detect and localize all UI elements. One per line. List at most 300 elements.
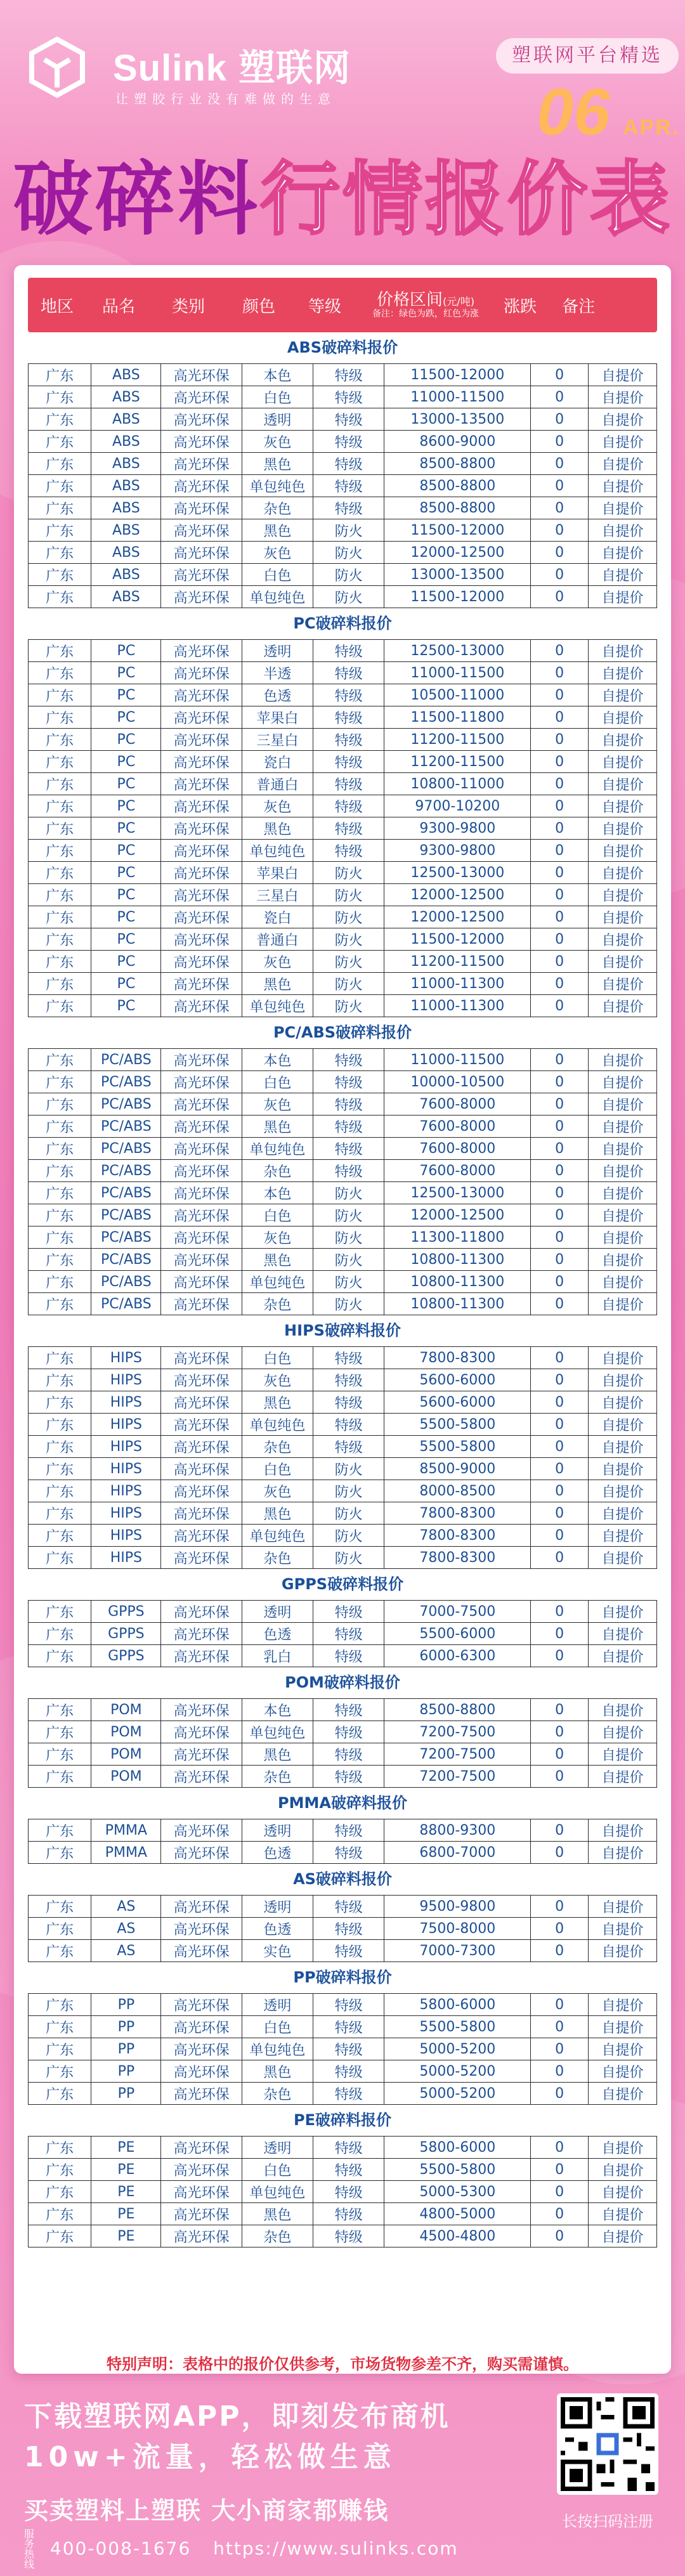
table-cell: 7600-8000 bbox=[384, 1160, 531, 1182]
table-cell: 0 bbox=[531, 817, 589, 840]
table-cell: 9500-9800 bbox=[384, 1896, 531, 1918]
table-cell: AS bbox=[91, 1940, 161, 1962]
table-cell: 广东 bbox=[29, 2159, 91, 2181]
table-cell: 自提价 bbox=[589, 1994, 657, 2016]
table-cell: 特级 bbox=[313, 1842, 384, 1864]
table-cell: 自提价 bbox=[589, 1918, 657, 1940]
table-cell: PP bbox=[91, 2016, 161, 2038]
table-cell: 单包纯色 bbox=[242, 1525, 313, 1547]
table-row bbox=[29, 1249, 657, 1271]
hotline-number[interactable]: 400-008-1676 bbox=[49, 2538, 192, 2559]
table-cell: 自提价 bbox=[589, 729, 657, 751]
table-cell: 0 bbox=[531, 1458, 589, 1480]
table-row bbox=[29, 1645, 657, 1667]
price-table bbox=[28, 363, 657, 608]
table-cell: 单包纯色 bbox=[242, 840, 313, 862]
table-cell: 广东 bbox=[29, 1601, 91, 1623]
table-cell: 高光环保 bbox=[161, 1766, 242, 1788]
table-cell: 防火 bbox=[313, 906, 384, 928]
table-cell: 13000-13500 bbox=[384, 564, 531, 586]
table-row bbox=[29, 386, 657, 408]
table-cell: 0 bbox=[531, 1766, 589, 1788]
table-cell: 广东 bbox=[29, 751, 91, 773]
table-cell: 广东 bbox=[29, 973, 91, 995]
table-cell: ABS bbox=[91, 519, 161, 542]
table-cell: 高光环保 bbox=[161, 751, 242, 773]
table-row bbox=[29, 2181, 657, 2203]
table-cell: 0 bbox=[531, 408, 589, 431]
table-cell: 白色 bbox=[242, 1458, 313, 1480]
table-row bbox=[29, 1721, 657, 1743]
table-cell: 0 bbox=[531, 542, 589, 564]
table-cell: 高光环保 bbox=[161, 684, 242, 706]
table-cell: 0 bbox=[531, 1940, 589, 1962]
table-cell: 广东 bbox=[29, 640, 91, 662]
table-cell: 广东 bbox=[29, 684, 91, 706]
table-cell: PC/ABS bbox=[91, 1249, 161, 1271]
table-cell: 0 bbox=[531, 431, 589, 453]
section-title: PP破碎料报价 bbox=[293, 1968, 392, 1986]
table-cell: PC bbox=[91, 840, 161, 862]
table-cell: 单包纯色 bbox=[242, 1721, 313, 1743]
table-cell: 特级 bbox=[313, 773, 384, 795]
table-cell: 0 bbox=[531, 2203, 589, 2225]
table-row bbox=[29, 1391, 657, 1414]
table-cell: 广东 bbox=[29, 1502, 91, 1525]
title-part1: 破碎料 bbox=[13, 153, 260, 246]
table-cell: 三星白 bbox=[242, 729, 313, 751]
price-note: 备注：绿色为跌，红色为涨 bbox=[372, 308, 479, 319]
table-cell: 自提价 bbox=[589, 1138, 657, 1160]
table-cell: 高光环保 bbox=[161, 1502, 242, 1525]
website-link[interactable]: https://www.sulinks.com bbox=[213, 2538, 459, 2559]
table-cell: 灰色 bbox=[242, 1226, 313, 1249]
price-table bbox=[28, 1993, 657, 2105]
table-cell: 11200-11500 bbox=[384, 951, 531, 973]
table-cell: 0 bbox=[531, 640, 589, 662]
table-cell: 广东 bbox=[29, 817, 91, 840]
table-cell: 自提价 bbox=[589, 640, 657, 662]
table-cell: 自提价 bbox=[589, 1160, 657, 1182]
table-cell: 5800-6000 bbox=[384, 2137, 531, 2159]
table-cell: 11500-12000 bbox=[384, 928, 531, 951]
table-row bbox=[29, 364, 657, 386]
table-cell: 9300-9800 bbox=[384, 840, 531, 862]
table-cell: 半透 bbox=[242, 662, 313, 684]
table-cell: 自提价 bbox=[589, 2137, 657, 2159]
table-row bbox=[29, 2225, 657, 2247]
col-price bbox=[358, 278, 493, 332]
table-cell: 特级 bbox=[313, 1138, 384, 1160]
table-cell: 高光环保 bbox=[161, 995, 242, 1017]
table-row bbox=[29, 1293, 657, 1315]
table-cell: 11500-12000 bbox=[384, 519, 531, 542]
table-cell: PC/ABS bbox=[91, 1160, 161, 1182]
table-row bbox=[29, 951, 657, 973]
table-cell: POM bbox=[91, 1721, 161, 1743]
table-cell: 12500-13000 bbox=[384, 640, 531, 662]
table-cell: 0 bbox=[531, 1116, 589, 1138]
table-cell: HIPS bbox=[91, 1458, 161, 1480]
table-cell: 高光环保 bbox=[161, 928, 242, 951]
table-cell: 广东 bbox=[29, 542, 91, 564]
table-cell: 8500-8800 bbox=[384, 1699, 531, 1721]
table-cell: 自提价 bbox=[589, 586, 657, 608]
col-region: 地区 bbox=[40, 297, 74, 316]
table-cell: HIPS bbox=[91, 1369, 161, 1391]
table-cell: 特级 bbox=[313, 640, 384, 662]
section-title: AS破碎料报价 bbox=[293, 1870, 392, 1888]
table-row bbox=[29, 1049, 657, 1071]
table-cell: 高光环保 bbox=[161, 1436, 242, 1458]
table-cell: 0 bbox=[531, 1743, 589, 1766]
table-cell: 广东 bbox=[29, 1819, 91, 1842]
table-cell: 自提价 bbox=[589, 862, 657, 884]
table-cell: 广东 bbox=[29, 2225, 91, 2247]
table-cell: 自提价 bbox=[589, 1182, 657, 1204]
table-cell: 灰色 bbox=[242, 1093, 313, 1116]
table-cell: 高光环保 bbox=[161, 1204, 242, 1226]
table-cell: 高光环保 bbox=[161, 1994, 242, 2016]
table-row bbox=[29, 564, 657, 586]
table-cell: 灰色 bbox=[242, 795, 313, 817]
table-cell: 高光环保 bbox=[161, 973, 242, 995]
table-cell: PC bbox=[91, 795, 161, 817]
table-row bbox=[29, 1918, 657, 1940]
table-cell: 灰色 bbox=[242, 1480, 313, 1502]
table-cell: 广东 bbox=[29, 1766, 91, 1788]
table-cell: ABS bbox=[91, 386, 161, 408]
table-cell: 广东 bbox=[29, 1918, 91, 1940]
table-cell: 12000-12500 bbox=[384, 542, 531, 564]
table-cell: 色透 bbox=[242, 1918, 313, 1940]
table-cell: 0 bbox=[531, 995, 589, 1017]
table-row bbox=[29, 2016, 657, 2038]
table-cell: 防火 bbox=[313, 586, 384, 608]
table-cell: 特级 bbox=[313, 1116, 384, 1138]
table-cell: 自提价 bbox=[589, 1093, 657, 1116]
table-cell: 广东 bbox=[29, 1623, 91, 1645]
table-cell: 广东 bbox=[29, 475, 91, 497]
table-cell: 黑色 bbox=[242, 1249, 313, 1271]
table-cell: 广东 bbox=[29, 862, 91, 884]
table-cell: 自提价 bbox=[589, 951, 657, 973]
table-cell: 黑色 bbox=[242, 973, 313, 995]
table-cell: 0 bbox=[531, 1249, 589, 1271]
table-cell: 透明 bbox=[242, 408, 313, 431]
table-cell: PC/ABS bbox=[91, 1071, 161, 1093]
table-cell: 11500-12000 bbox=[384, 364, 531, 386]
table-cell: PC/ABS bbox=[91, 1116, 161, 1138]
table-cell: 广东 bbox=[29, 586, 91, 608]
table-cell: 防火 bbox=[313, 951, 384, 973]
table-cell: 广东 bbox=[29, 1226, 91, 1249]
qr-label: 长按扫码注册 bbox=[562, 2513, 653, 2530]
date-day: 06 bbox=[537, 75, 610, 149]
table-cell: 8500-9000 bbox=[384, 1458, 531, 1480]
table-cell: 透明 bbox=[242, 640, 313, 662]
table-cell: 特级 bbox=[313, 1414, 384, 1436]
table-row bbox=[29, 862, 657, 884]
table-cell: 杂色 bbox=[242, 1766, 313, 1788]
table-row bbox=[29, 2159, 657, 2181]
table-cell: 普通白 bbox=[242, 928, 313, 951]
table-cell: 8600-9000 bbox=[384, 431, 531, 453]
table-cell: 7200-7500 bbox=[384, 1766, 531, 1788]
table-cell: 透明 bbox=[242, 1994, 313, 2016]
table-cell: 广东 bbox=[29, 2060, 91, 2083]
table-cell: 单包纯色 bbox=[242, 1138, 313, 1160]
table-cell: 5500-5800 bbox=[384, 2159, 531, 2181]
price-table bbox=[28, 1346, 657, 1569]
table-cell: 高光环保 bbox=[161, 475, 242, 497]
table-cell: PC bbox=[91, 817, 161, 840]
table-cell: 高光环保 bbox=[161, 2159, 242, 2181]
table-cell: ABS bbox=[91, 586, 161, 608]
table-cell: PP bbox=[91, 2060, 161, 2083]
table-cell: 高光环保 bbox=[161, 542, 242, 564]
section-title: PMMA破碎料报价 bbox=[278, 1794, 407, 1812]
table-cell: 广东 bbox=[29, 1721, 91, 1743]
table-cell: 高光环保 bbox=[161, 640, 242, 662]
table-cell: 防火 bbox=[313, 1525, 384, 1547]
table-cell: 高光环保 bbox=[161, 2038, 242, 2060]
table-row bbox=[29, 640, 657, 662]
table-cell: 灰色 bbox=[242, 951, 313, 973]
table-row bbox=[29, 1525, 657, 1547]
table-row bbox=[29, 1819, 657, 1842]
footer-line3: 买卖塑料上塑联 大小商家都赚钱 bbox=[24, 2497, 389, 2525]
table-cell: 高光环保 bbox=[161, 2225, 242, 2247]
table-cell: 自提价 bbox=[589, 906, 657, 928]
table-cell: 自提价 bbox=[589, 364, 657, 386]
table-cell: 0 bbox=[531, 1480, 589, 1502]
table-cell: 特级 bbox=[313, 1699, 384, 1721]
table-cell: 特级 bbox=[313, 795, 384, 817]
table-cell: 防火 bbox=[313, 1182, 384, 1204]
table-cell: 高光环保 bbox=[161, 586, 242, 608]
table-row bbox=[29, 729, 657, 751]
table-cell: 杂色 bbox=[242, 1436, 313, 1458]
table-cell: 广东 bbox=[29, 453, 91, 475]
table-cell: 白色 bbox=[242, 1204, 313, 1226]
table-cell: PC/ABS bbox=[91, 1293, 161, 1315]
table-cell: 0 bbox=[531, 1525, 589, 1547]
table-cell: 0 bbox=[531, 2060, 589, 2083]
table-cell: 本色 bbox=[242, 1699, 313, 1721]
table-cell: 自提价 bbox=[589, 1645, 657, 1667]
table-cell: 高光环保 bbox=[161, 564, 242, 586]
table-cell: 12500-13000 bbox=[384, 862, 531, 884]
table-cell: HIPS bbox=[91, 1480, 161, 1502]
table-cell: 广东 bbox=[29, 1525, 91, 1547]
table-row bbox=[29, 1896, 657, 1918]
table-cell: 7000-7300 bbox=[384, 1940, 531, 1962]
table-cell: 11300-11800 bbox=[384, 1226, 531, 1249]
table-cell: 高光环保 bbox=[161, 364, 242, 386]
table-cell: 自提价 bbox=[589, 1525, 657, 1547]
table-cell: 高光环保 bbox=[161, 1842, 242, 1864]
table-cell: 自提价 bbox=[589, 542, 657, 564]
table-cell: 0 bbox=[531, 973, 589, 995]
table-cell: 0 bbox=[531, 1502, 589, 1525]
table-cell: 0 bbox=[531, 2137, 589, 2159]
table-cell: 10000-10500 bbox=[384, 1071, 531, 1093]
table-row bbox=[29, 1601, 657, 1623]
table-row bbox=[29, 1994, 657, 2016]
table-cell: 杂色 bbox=[242, 1547, 313, 1569]
brand-cn: 塑联网 bbox=[238, 48, 351, 89]
table-row bbox=[29, 1414, 657, 1436]
table-cell: 高光环保 bbox=[161, 1743, 242, 1766]
table-cell: 0 bbox=[531, 684, 589, 706]
table-cell: 0 bbox=[531, 928, 589, 951]
table-row bbox=[29, 2060, 657, 2083]
table-cell: 高光环保 bbox=[161, 1896, 242, 1918]
table-cell: HIPS bbox=[91, 1502, 161, 1525]
table-cell: 高光环保 bbox=[161, 1414, 242, 1436]
price-table bbox=[28, 639, 657, 1017]
table-cell: 广东 bbox=[29, 408, 91, 431]
table-cell: 广东 bbox=[29, 1896, 91, 1918]
table-cell: 高光环保 bbox=[161, 1369, 242, 1391]
table-cell: 单包纯色 bbox=[242, 1414, 313, 1436]
table-cell: 白色 bbox=[242, 2016, 313, 2038]
table-row bbox=[29, 995, 657, 1017]
table-cell: 本色 bbox=[242, 1049, 313, 1071]
table-cell: 广东 bbox=[29, 1049, 91, 1071]
qr-code-icon[interactable] bbox=[557, 2393, 658, 2495]
table-cell: 黑色 bbox=[242, 2060, 313, 2083]
table-cell: 灰色 bbox=[242, 542, 313, 564]
table-cell: 自提价 bbox=[589, 2083, 657, 2105]
table-cell: 高光环保 bbox=[161, 662, 242, 684]
table-cell: PC/ABS bbox=[91, 1138, 161, 1160]
table-cell: 本色 bbox=[242, 364, 313, 386]
table-cell: 自提价 bbox=[589, 1249, 657, 1271]
table-cell: 广东 bbox=[29, 1347, 91, 1369]
table-cell: 广东 bbox=[29, 1293, 91, 1315]
table-cell: PC bbox=[91, 729, 161, 751]
table-cell: 5800-6000 bbox=[384, 1994, 531, 2016]
table-cell: 高光环保 bbox=[161, 1160, 242, 1182]
table-cell: PC bbox=[91, 884, 161, 906]
table-row bbox=[29, 1226, 657, 1249]
page-title bbox=[0, 136, 685, 250]
section-title: PE破碎料报价 bbox=[294, 2111, 391, 2129]
table-cell: 自提价 bbox=[589, 773, 657, 795]
table-cell: 防火 bbox=[313, 564, 384, 586]
table-cell: 0 bbox=[531, 497, 589, 519]
brand-slogan: 让塑胶行业没有难做的生意 bbox=[115, 91, 336, 107]
table-row bbox=[29, 928, 657, 951]
table-cell: 广东 bbox=[29, 1369, 91, 1391]
table-cell: 自提价 bbox=[589, 817, 657, 840]
table-header bbox=[28, 278, 657, 332]
table-cell: PC bbox=[91, 862, 161, 884]
table-cell: 自提价 bbox=[589, 751, 657, 773]
table-cell: 0 bbox=[531, 2038, 589, 2060]
table-cell: 自提价 bbox=[589, 928, 657, 951]
table-cell: 12500-13000 bbox=[384, 1182, 531, 1204]
table-cell: 广东 bbox=[29, 1160, 91, 1182]
table-cell: 广东 bbox=[29, 2137, 91, 2159]
col-remark: 备注 bbox=[561, 297, 595, 316]
table-cell: 广东 bbox=[29, 1414, 91, 1436]
table-cell: PC/ABS bbox=[91, 1182, 161, 1204]
price-table bbox=[28, 1698, 657, 1788]
table-cell: 0 bbox=[531, 1601, 589, 1623]
table-row bbox=[29, 1480, 657, 1502]
table-cell: 防火 bbox=[313, 519, 384, 542]
table-cell: 0 bbox=[531, 2225, 589, 2247]
table-cell: 0 bbox=[531, 1699, 589, 1721]
table-cell: 高光环保 bbox=[161, 431, 242, 453]
table-cell: 5000-5200 bbox=[384, 2060, 531, 2083]
table-cell: PE bbox=[91, 2181, 161, 2203]
table-cell: PC bbox=[91, 906, 161, 928]
table-cell: 11000-11500 bbox=[384, 662, 531, 684]
table-cell: 单包纯色 bbox=[242, 475, 313, 497]
table-row bbox=[29, 1116, 657, 1138]
table-cell: 广东 bbox=[29, 519, 91, 542]
table-cell: 广东 bbox=[29, 1994, 91, 2016]
table-cell: 特级 bbox=[313, 2203, 384, 2225]
table-cell: 广东 bbox=[29, 773, 91, 795]
table-cell: 广东 bbox=[29, 951, 91, 973]
table-cell: 防火 bbox=[313, 1502, 384, 1525]
table-cell: ABS bbox=[91, 542, 161, 564]
table-cell: 特级 bbox=[313, 2137, 384, 2159]
table-cell: HIPS bbox=[91, 1525, 161, 1547]
table-cell: 防火 bbox=[313, 995, 384, 1017]
table-cell: 0 bbox=[531, 1347, 589, 1369]
table-cell: 0 bbox=[531, 1645, 589, 1667]
table-row bbox=[29, 1271, 657, 1293]
table-cell: 5000-5300 bbox=[384, 2181, 531, 2203]
table-cell: 高光环保 bbox=[161, 1918, 242, 1940]
table-cell: 杂色 bbox=[242, 2083, 313, 2105]
table-cell: 自提价 bbox=[589, 1721, 657, 1743]
table-cell: 4800-5000 bbox=[384, 2203, 531, 2225]
table-cell: 0 bbox=[531, 1138, 589, 1160]
table-cell: 高光环保 bbox=[161, 2016, 242, 2038]
table-cell: 特级 bbox=[313, 364, 384, 386]
table-cell: 0 bbox=[531, 1918, 589, 1940]
table-cell: 自提价 bbox=[589, 497, 657, 519]
table-cell: 自提价 bbox=[589, 1766, 657, 1788]
table-cell: 特级 bbox=[313, 497, 384, 519]
table-cell: 黑色 bbox=[242, 453, 313, 475]
table-row bbox=[29, 1071, 657, 1093]
brand-en: Sulink bbox=[113, 48, 228, 89]
table-cell: 自提价 bbox=[589, 973, 657, 995]
table-cell: 广东 bbox=[29, 1480, 91, 1502]
table-cell: 0 bbox=[531, 1369, 589, 1391]
table-cell: 广东 bbox=[29, 1743, 91, 1766]
table-cell: 0 bbox=[531, 1204, 589, 1226]
table-row bbox=[29, 1699, 657, 1721]
table-cell: 广东 bbox=[29, 1436, 91, 1458]
table-cell: 防火 bbox=[313, 1226, 384, 1249]
price-table bbox=[28, 1895, 657, 1962]
table-cell: 乳白 bbox=[242, 1645, 313, 1667]
table-cell: 0 bbox=[531, 662, 589, 684]
table-cell: 0 bbox=[531, 706, 589, 729]
table-cell: 10800-11000 bbox=[384, 773, 531, 795]
table-cell: 0 bbox=[531, 1049, 589, 1071]
table-cell: 单包纯色 bbox=[242, 586, 313, 608]
